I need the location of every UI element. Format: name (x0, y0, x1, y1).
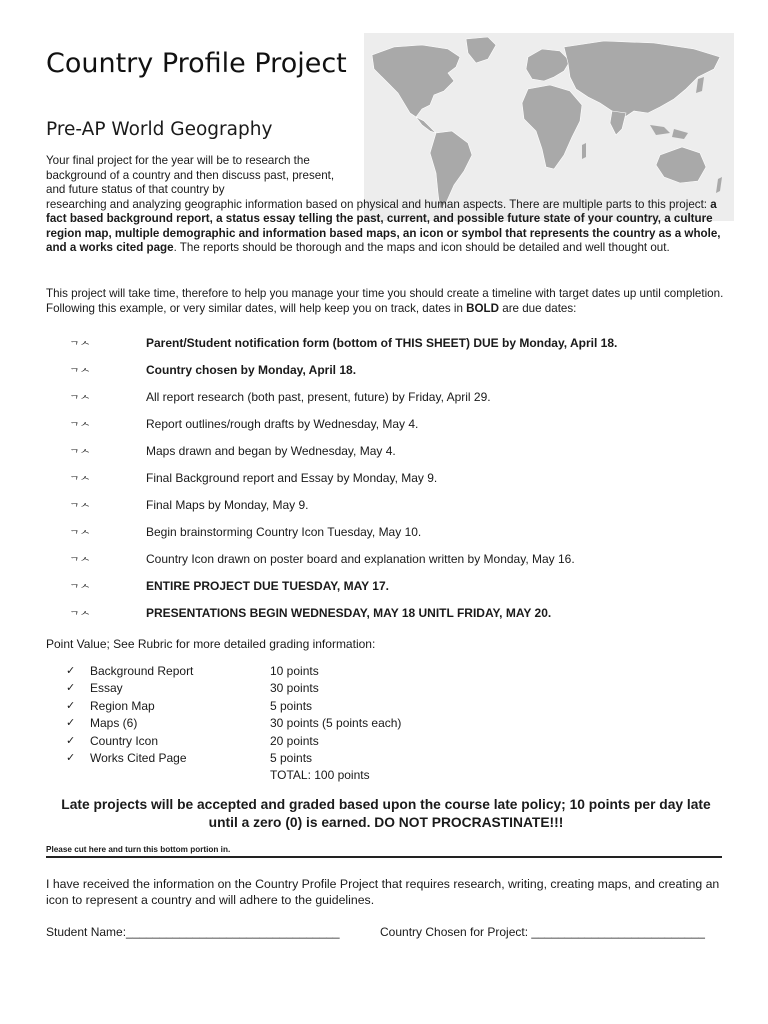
page-title: Country Profile Project (46, 48, 347, 79)
bullet-symbol-icon: ᄀᄉ (69, 502, 91, 515)
timeline-item (46, 550, 726, 577)
point-value: 10 points (270, 664, 319, 678)
point-value: 30 points (270, 681, 319, 696)
intro-paragraph (46, 154, 726, 256)
timeline-item (46, 496, 726, 523)
timeline-item (46, 604, 726, 631)
timeline-item-text: Final Maps by Monday, May 9. (146, 498, 309, 512)
point-value-label: Point Value; See Rubric for more detailed grading information: (46, 637, 376, 651)
bullet-symbol-icon: ᄀᄉ (69, 367, 91, 380)
intro-parts: a fact based background report, a status essay telling the past, current, and possible future state of your country, a culture region map, multiple demographic and information based maps, an icon or symbol that represents the country as a whole, and a works cited page (46, 197, 721, 254)
point-category: Country Icon (90, 733, 159, 748)
intro-lead-1: Your final project for the year will be to research the background of a country and then discuss past, present, and future status of that country by (46, 154, 335, 196)
intro-lead-2: researching and analyzing geographic information based on physical and human aspects. There are multiple parts to this project: (46, 197, 708, 211)
late-policy-notice: Late projects will be accepted and graded based upon the course late policy; 10 points per day late until a zero (0) is earned. DO NOT PROCRASTINATE!!! (61, 797, 711, 830)
point-category: Essay (90, 681, 123, 696)
timeline-item-text: ENTIRE PROJECT DUE TUESDAY, MAY 17. (146, 579, 389, 593)
timeline-item-text: Parent/Student notification form (bottom of THIS SHEET) DUE by Monday, April 18. (146, 336, 618, 350)
acknowledgement-text: I have received the information on the Country Profile Project that requires research, writing, creating maps, and creating an icon to represent a country and will adhere to the guidelines. (46, 877, 720, 907)
timeline-item-text: Country Icon drawn on poster board and explanation written by Monday, May 16. (146, 552, 575, 566)
timeline-item-text: Maps drawn and began by Wednesday, May 4. (146, 444, 396, 458)
point-category: Maps (6) (90, 716, 138, 731)
points-total: TOTAL: 100 points (270, 768, 370, 782)
intro-tail: . The reports should be thorough and the maps and icon should be detailed and well thought out. (173, 241, 670, 254)
timeline-item (46, 577, 726, 604)
timeline-item-text: Final Background report and Essay by Monday, May 9. (146, 471, 438, 485)
checkmark-icon: ✓ (66, 681, 76, 695)
cut-here-note: Please cut here and turn this bottom portion in. (46, 845, 231, 854)
point-category: Background Report (90, 664, 194, 678)
point-value: 5 points (270, 698, 313, 713)
timeline-item-text: Begin brainstorming Country Icon Tuesday, May 10. (146, 525, 422, 539)
bullet-symbol-icon: ᄀᄉ (69, 448, 91, 461)
bullet-symbol-icon: ᄀᄉ (69, 340, 91, 353)
point-category: Works Cited Page (90, 750, 187, 765)
timeline-intro-paragraph (46, 287, 726, 316)
checkmark-icon: ✓ (66, 750, 76, 764)
bullet-symbol-icon: ᄀᄉ (69, 583, 91, 596)
bullet-symbol-icon: ᄀᄉ (69, 394, 91, 407)
timeline-intro-bold-word: BOLD (466, 301, 500, 315)
country-chosen-field: Country Chosen for Project: __________________________ (380, 925, 705, 939)
timeline-item-text: Report outlines/rough drafts by Wednesday, May 4. (146, 417, 419, 431)
student-name-field: Student Name:________________________________ (46, 925, 340, 939)
page-subtitle: Pre-AP World Geography (46, 119, 273, 140)
timeline-item (46, 442, 726, 469)
timeline-item-text: Country chosen by Monday, April 18. (146, 363, 357, 377)
checkmark-icon: ✓ (66, 716, 76, 730)
timeline-item (46, 334, 726, 361)
timeline-item (46, 415, 726, 442)
bullet-symbol-icon: ᄀᄉ (69, 610, 91, 623)
timeline-item (46, 388, 726, 415)
bullet-symbol-icon: ᄀᄉ (69, 529, 91, 542)
checkmark-icon: ✓ (66, 664, 76, 677)
timeline-intro-text: This project will take time, therefore to help you manage your time you should create a timeline with target dates up until completion. Following this example, or very similar dates, will help keep you on track, dates in (46, 287, 724, 315)
point-category: Region Map (90, 698, 155, 713)
cut-line-divider (46, 856, 722, 858)
bullet-symbol-icon: ᄀᄉ (69, 421, 91, 434)
point-value: 30 points (5 points each) (270, 716, 402, 731)
timeline-item-text: All report research (both past, present, future) by Friday, April 29. (146, 390, 491, 404)
timeline-item (46, 469, 726, 496)
timeline-item-text: PRESENTATIONS BEGIN WEDNESDAY, MAY 18 UNITL FRIDAY, MAY 20. (146, 606, 552, 620)
point-value: 20 points (270, 733, 319, 748)
timeline-intro-tail: are due dates: (502, 301, 577, 315)
point-value: 5 points (270, 750, 313, 765)
timeline-item (46, 361, 726, 388)
bullet-symbol-icon: ᄀᄉ (69, 556, 91, 569)
checkmark-icon: ✓ (66, 733, 76, 747)
timeline-item (46, 523, 726, 550)
bullet-symbol-icon: ᄀᄉ (69, 475, 91, 488)
timeline-list (46, 334, 726, 631)
checkmark-icon: ✓ (66, 698, 76, 712)
